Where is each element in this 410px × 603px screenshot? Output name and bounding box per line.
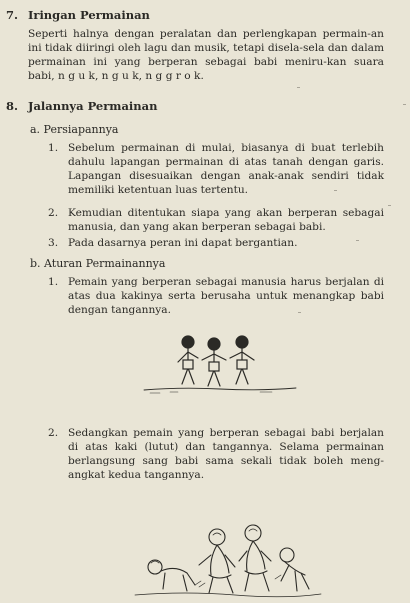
section-7-title: Iringan Permainan: [28, 8, 150, 22]
subsection-b-heading: b. Aturan Permainannya: [30, 257, 166, 270]
three-children-walking-illustration: [140, 330, 300, 400]
item-number: 2.: [48, 207, 59, 219]
item-text: Pemain yang berperan sebagai manusia harus berjalan di atas dua kakinya serta berusaha untuk menangkap babi dengan tangannya.: [68, 276, 384, 316]
list-item: [48, 275, 384, 317]
section-7-paragraph: Seperti halnya dengan peralatan dan perlengkapan permain-an ini tidak diiringi oleh lagu dan musik, tetapi disela-sela dan dalam permainan ini yang berperan sebagai babi meniru-kan suara babi, n g u k, n g u k, n g g r o k.: [28, 28, 384, 82]
list-item: [48, 141, 384, 197]
item-text: Sedangkan pemain yang berperan sebagai babi berjalan di atas kaki (lutut) dan tangannya. Selama permainan berlangsung sang babi sama sekali tidak boleh meng-angkat kedua tangannya.: [68, 427, 384, 481]
item-number: 3.: [48, 237, 59, 249]
list-item: [48, 206, 384, 234]
item-number: 1.: [48, 142, 59, 154]
section-8-title: Jalannya Permainan: [28, 99, 158, 113]
scan-speck: [356, 240, 359, 241]
scan-speck: [297, 87, 300, 88]
list-item: [48, 426, 384, 482]
item-text: Sebelum permainan di mulai, biasanya di buat terlebih dahulu lapangan permainan di atas tanah dengan garis. Lapangan disesuaikan dengan anak-anak sendiri tidak memiliki ketentuan luas tertentu.: [68, 142, 384, 196]
item-text: Pada dasarnya peran ini dapat bergantian.: [68, 237, 298, 249]
list-item: [48, 236, 384, 250]
children-crawling-illustration: [125, 515, 325, 600]
section-7-number: 7.: [6, 8, 19, 22]
item-number: 1.: [48, 276, 59, 288]
subsection-a-heading: a. Persiapannya: [30, 123, 119, 136]
scan-speck: [388, 205, 391, 206]
scan-speck: [334, 190, 337, 191]
scan-speck: [403, 104, 406, 105]
section-8-number: 8.: [6, 99, 19, 113]
item-text: Kemudian ditentukan siapa yang akan berperan sebagai manusia, dan yang akan berperan sebagai babi.: [68, 207, 384, 233]
section-7-heading: [6, 8, 150, 22]
section-8-heading: [6, 99, 157, 113]
item-number: 2.: [48, 427, 59, 439]
scan-speck: [298, 312, 301, 313]
